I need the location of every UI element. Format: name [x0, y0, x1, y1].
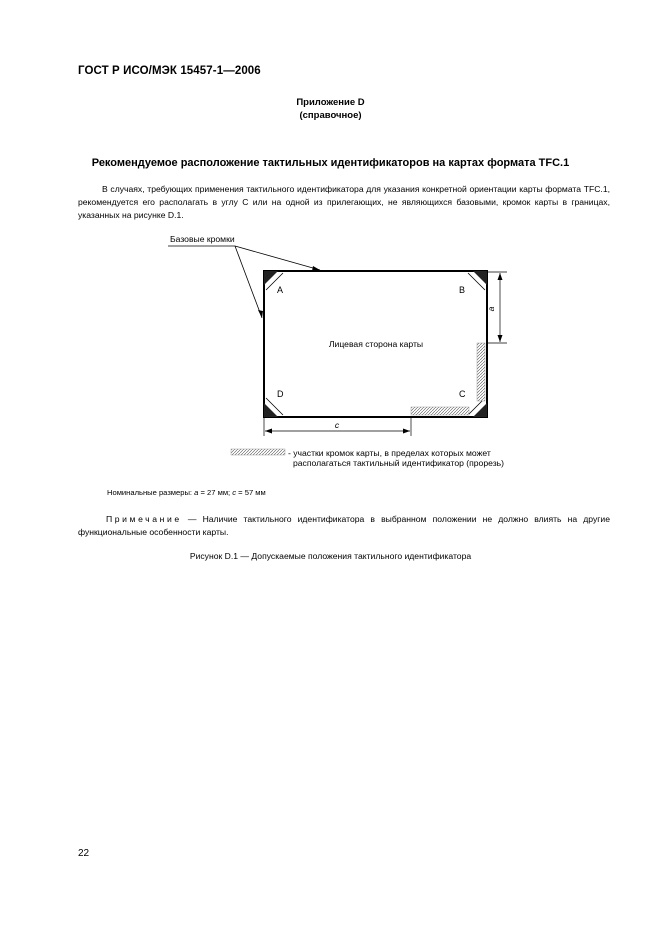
section-title: Рекомендуемое расположение тактильных идентификаторов на картах формата TFC.1: [91, 157, 570, 169]
permitted-zone-bottom-edge: [411, 407, 469, 415]
corner-label-b: B: [459, 285, 466, 295]
corner-notch-a: [264, 271, 278, 285]
figure-caption: Рисунок D.1 — Допускаемые положения тактильного идентификатора: [189, 551, 472, 561]
legend-hatch-swatch: [231, 449, 285, 455]
corner-label-a: A: [277, 285, 284, 295]
nominal-c-value: = 57 мм: [236, 488, 266, 497]
page-number: 22: [78, 848, 90, 859]
card-face-label: Лицевая сторона карты: [328, 339, 424, 349]
nominal-c-var: c: [232, 488, 237, 497]
dimension-a-label: a: [486, 306, 496, 312]
note-text: — Наличие тактильного идентификатора в выбранном положении не должно влиять на другие функциональные особенности карты.: [78, 514, 610, 537]
corner-notch-d: [264, 403, 278, 417]
note-label: Примечание: [106, 514, 182, 524]
corner-notch-b: [473, 271, 487, 285]
annex-title: Приложение D: [296, 97, 365, 108]
base-edges-label: Базовые кромки: [170, 234, 235, 244]
corner-label-d: D: [277, 389, 284, 399]
corner-notch-c: [473, 403, 487, 417]
body-paragraph: В случаях, требующих применения тактильного идентификатора для указания конкретной ориентации карты формата TFC.1, рекомендуется его располагать в углу C или на одной из прилегающих, не являющихся базовыми, кромок карты в границах, указанных на рисунке D.1.: [78, 184, 610, 220]
corner-label-c: C: [459, 389, 466, 399]
nominal-a-value: = 27 мм;: [198, 488, 233, 497]
nominal-a-var: a: [194, 488, 199, 497]
legend-line-2: располагаться тактильный идентификатор (прорезь): [293, 458, 504, 468]
nominal-dimensions: [107, 488, 266, 497]
permitted-zone-right-edge: [477, 343, 485, 401]
nominal-prefix: Номинальные размеры:: [107, 488, 195, 497]
note-paragraph: [78, 513, 610, 539]
annex-subtitle: (справочное): [299, 110, 362, 121]
legend-line-1: - участки кромок карты, в пределах которых может: [288, 448, 491, 458]
dimension-c-label: c: [334, 420, 340, 430]
document-header: ГОСТ Р ИСО/МЭК 15457-1—2006: [78, 65, 261, 77]
